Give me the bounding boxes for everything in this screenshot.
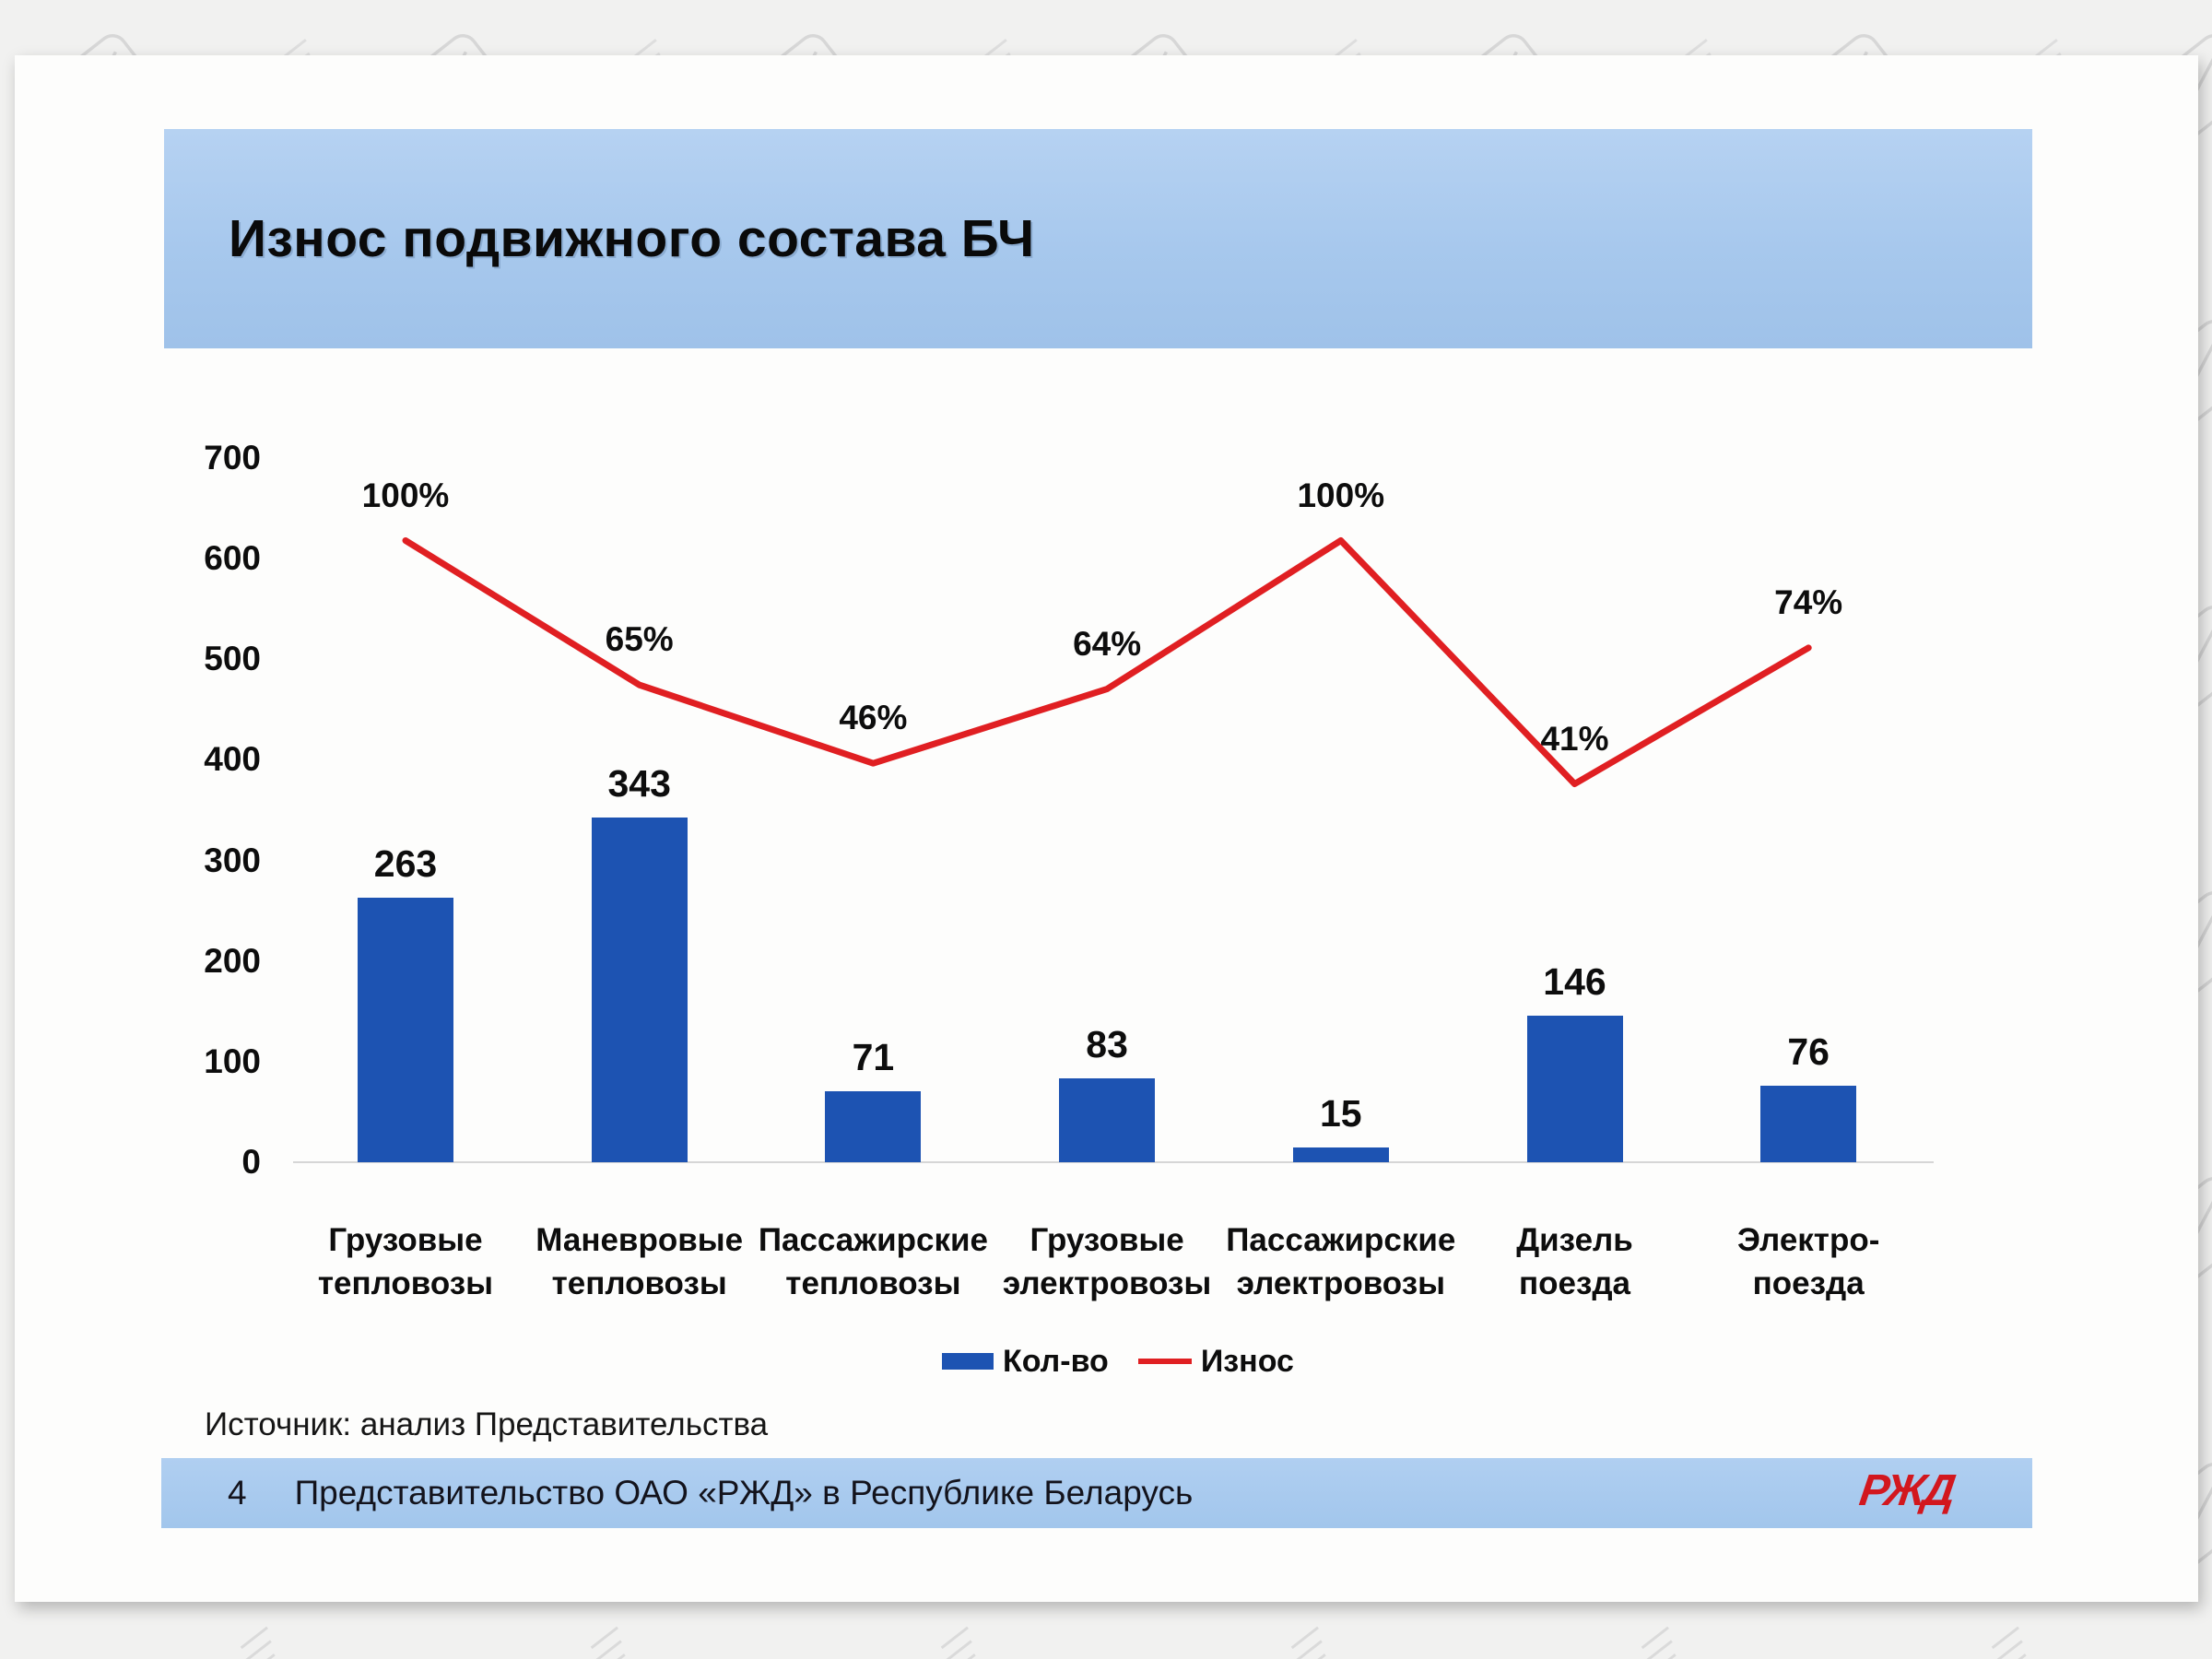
bar-value-label: 146 bbox=[1543, 959, 1606, 1003]
y-axis-tick-label: 200 bbox=[204, 941, 261, 980]
bar-value-label: 15 bbox=[1319, 1091, 1362, 1135]
title-banner bbox=[164, 129, 2032, 348]
category-label: Грузовые тепловозы bbox=[317, 1222, 494, 1301]
y-axis-tick-label: 400 bbox=[204, 740, 261, 779]
legend-bar-label: Кол-во bbox=[1003, 1343, 1109, 1379]
rzd-logo: РЖД bbox=[1856, 1466, 1957, 1515]
footer-bar bbox=[161, 1458, 2032, 1528]
category-label: Дизель поезда bbox=[1516, 1222, 1633, 1301]
slide-title: Износ подвижного состава БЧ bbox=[229, 209, 1035, 268]
wear-percent-label: 64% bbox=[1073, 624, 1142, 663]
bar-value-label: 343 bbox=[607, 761, 671, 805]
bar-value-label: 76 bbox=[1787, 1030, 1830, 1074]
wear-percent-label: 100% bbox=[1297, 476, 1385, 514]
category-label: Пассажирские электровозы bbox=[1226, 1222, 1456, 1301]
legend-line-label: Износ bbox=[1200, 1343, 1294, 1379]
y-axis-tick-label: 100 bbox=[204, 1041, 261, 1080]
category-label: Маневровые тепловозы bbox=[535, 1222, 744, 1301]
category-label: Грузовые электровозы bbox=[1002, 1222, 1212, 1301]
y-axis-tick-label: 700 bbox=[204, 439, 261, 477]
y-axis-tick-label: 300 bbox=[204, 841, 261, 879]
chart-legend bbox=[942, 1339, 1294, 1383]
y-axis-tick-label: 500 bbox=[204, 640, 261, 678]
y-axis-tick-label: 600 bbox=[204, 539, 261, 578]
wear-percent-label: 46% bbox=[839, 699, 908, 737]
wear-percent-label: 65% bbox=[605, 620, 674, 659]
wear-percent-label: 100% bbox=[361, 476, 450, 514]
bar-value-label: 263 bbox=[373, 841, 438, 885]
bar-value-label: 83 bbox=[1086, 1023, 1128, 1066]
wear-percent-label: 74% bbox=[1774, 582, 1843, 621]
wear-percent-label: 41% bbox=[1540, 719, 1609, 758]
legend-line-swatch bbox=[1138, 1359, 1192, 1364]
category-label: Пассажирские тепловозы bbox=[758, 1222, 988, 1301]
footer-text: Представительство ОАО «РЖД» в Республике Беларусь bbox=[294, 1474, 1194, 1512]
category-label: Электро-поезда bbox=[1737, 1222, 1880, 1301]
source-note: Источник: анализ Представительства bbox=[205, 1406, 769, 1442]
y-axis-tick-label: 0 bbox=[241, 1143, 261, 1181]
legend-bar-swatch bbox=[942, 1353, 994, 1370]
page-number: 4 bbox=[228, 1474, 247, 1512]
bar-value-label: 71 bbox=[852, 1035, 895, 1078]
